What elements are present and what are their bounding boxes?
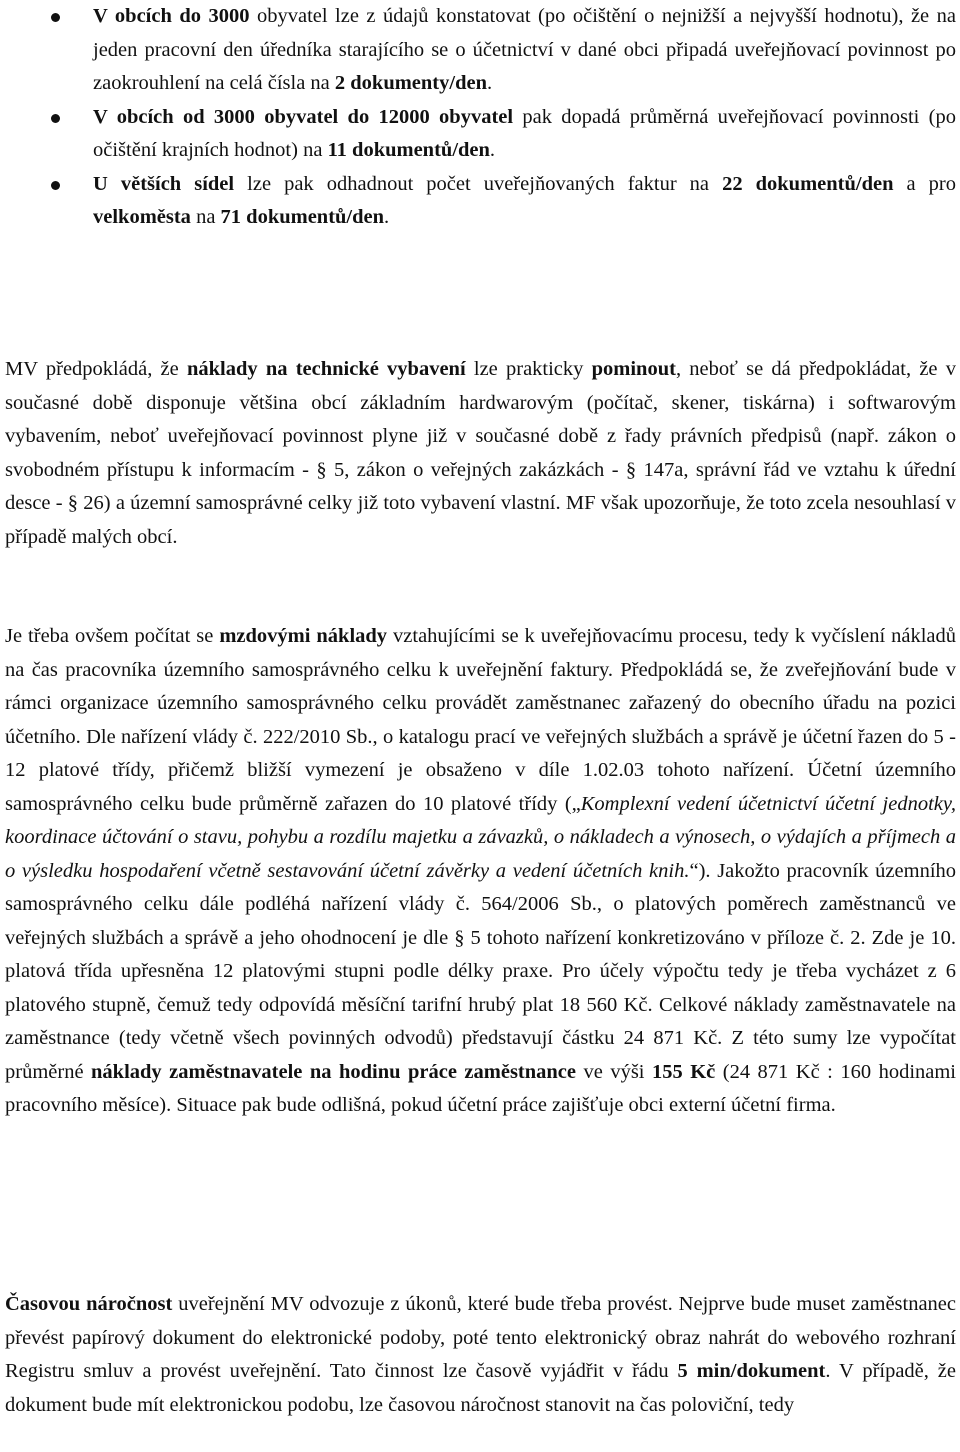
bullet-icon bbox=[51, 181, 60, 190]
list-item: V obcích do 3000 obyvatel lze z údajů konstatovat (po očištění o nejnižší a nejvyšší hodnotu), že na jeden pracovní den úředníka starajícího se o účetnictví v dané obci připadá uveřejňovací povinnost po zaokrouhlení na celá čísla na 2 dokumenty/den. bbox=[0, 0, 960, 101]
paragraph-technical-costs: MV předpokládá, že náklady na technické vybavení lze prakticky pominout, neboť se dá předpokládat, že v současné době disponuje většina obcí základním hardwarovým (počítač, skener, tiskárna) i softwarovým vybavením, neboť uveřejňovací povinnost plyne již v současné době z řady právních předpisů (např. zákon o svobodném přístupu k informacím - § 5, zákon o veřejných zakázkách - § 147a, správní řád ve vztahu k úřední desce - § 26) a územní samosprávné celky již toto vybavení vlastní. MF však upozorňuje, že toto zcela nesouhlasí v případě malých obcí. bbox=[5, 358, 956, 548]
list-item: U větších sídel lze pak odhadnout počet uveřejňovaných faktur na 22 dokumentů/den a pro velkoměsta na 71 dokumentů/den. bbox=[0, 168, 960, 235]
bullet-list bbox=[0, 0, 960, 235]
list-item: V obcích od 3000 obyvatel do 12000 obyvatel pak dopadá průměrná uveřejňovací povinnosti (po očištění krajních hodnot) na 11 dokumentů/den. bbox=[0, 101, 960, 168]
paragraph-time-demand: Časovou náročnost uveřejnění MV odvozuje z úkonů, které bude třeba provést. Nejprve bude muset zaměstnanec převést papírový dokument do elektronické podoby, poté tento elektronický obraz nahrát do webového rozhraní Registru smluv a provést uveřejnění. Tato činnost lze časově vyjádřit v řádu 5 min/dokument. V případě, že dokument bude mít elektronickou podobu, lze časovou náročnost stanovit na čas poloviční, tedy bbox=[5, 1293, 957, 1416]
paragraph-wage-costs: Je třeba ovšem počítat se mzdovými náklady vztahujícími se k uveřejňovacímu procesu, tedy k vyčíslení nákladů na čas pracovníka územního samosprávného celku k uveřejnění faktury. Předpokládá se, že zveřejňování bude v rámci organizace územního samosprávného celku provádět zaměstnanec zařazený do obecního úřadu na pozici účetního. Dle nařízení vlády č. 222/2010 Sb., o katalogu prací ve veřejných službách a správě je účetní řazen do 5 - 12 platové třídy, přičemž bližší vymezení je obsaženo v díle 1.02.03 tohoto nařízení. Účetní územního samosprávného celku bude průměrně zařazen do 10 platové třídy („Komplexní vedení účetnictví účetní jednotky, koordinace účtování o stavu, pohybu a rozdílu majetku a závazků, o nákladech a výnosech, o výdajích a příjmech a o výsledku hospodaření včetně sestavování účetní závěrky a vedení účetních knih.“). Jakožto pracovník územního samosprávného celku dále podléhá nařízení vlády č. 564/2006 Sb., o platových poměrech zaměstnanců ve veřejných službách a správě a jeho ohodnocení je dle § 5 tohoto nařízení konkretizováno v příloze č. 2. Zde je 10. platová třída upřesněna 12 platovými stupni podle délky praxe. Pro účely výpočtu tedy je třeba vycházet z 6 platového stupně, čemuž tedy odpovídá měsíční tarifní hrubý plat 18 560 Kč. Celkové náklady zaměstnavatele na zaměstnance (tedy včetně všech povinných odvodů) představují částku 24 871 Kč. Z této sumy lze vypočítat průměrné náklady zaměstnavatele na hodinu práce zaměstnance ve výši 155 Kč (24 871 Kč : 160 hodinami pracovního měsíce). Situace pak bude odlišná, pokud účetní práce zajišťuje obci externí účetní firma. bbox=[5, 625, 957, 1116]
bullet-icon bbox=[51, 114, 60, 123]
bullet-icon bbox=[51, 13, 60, 22]
